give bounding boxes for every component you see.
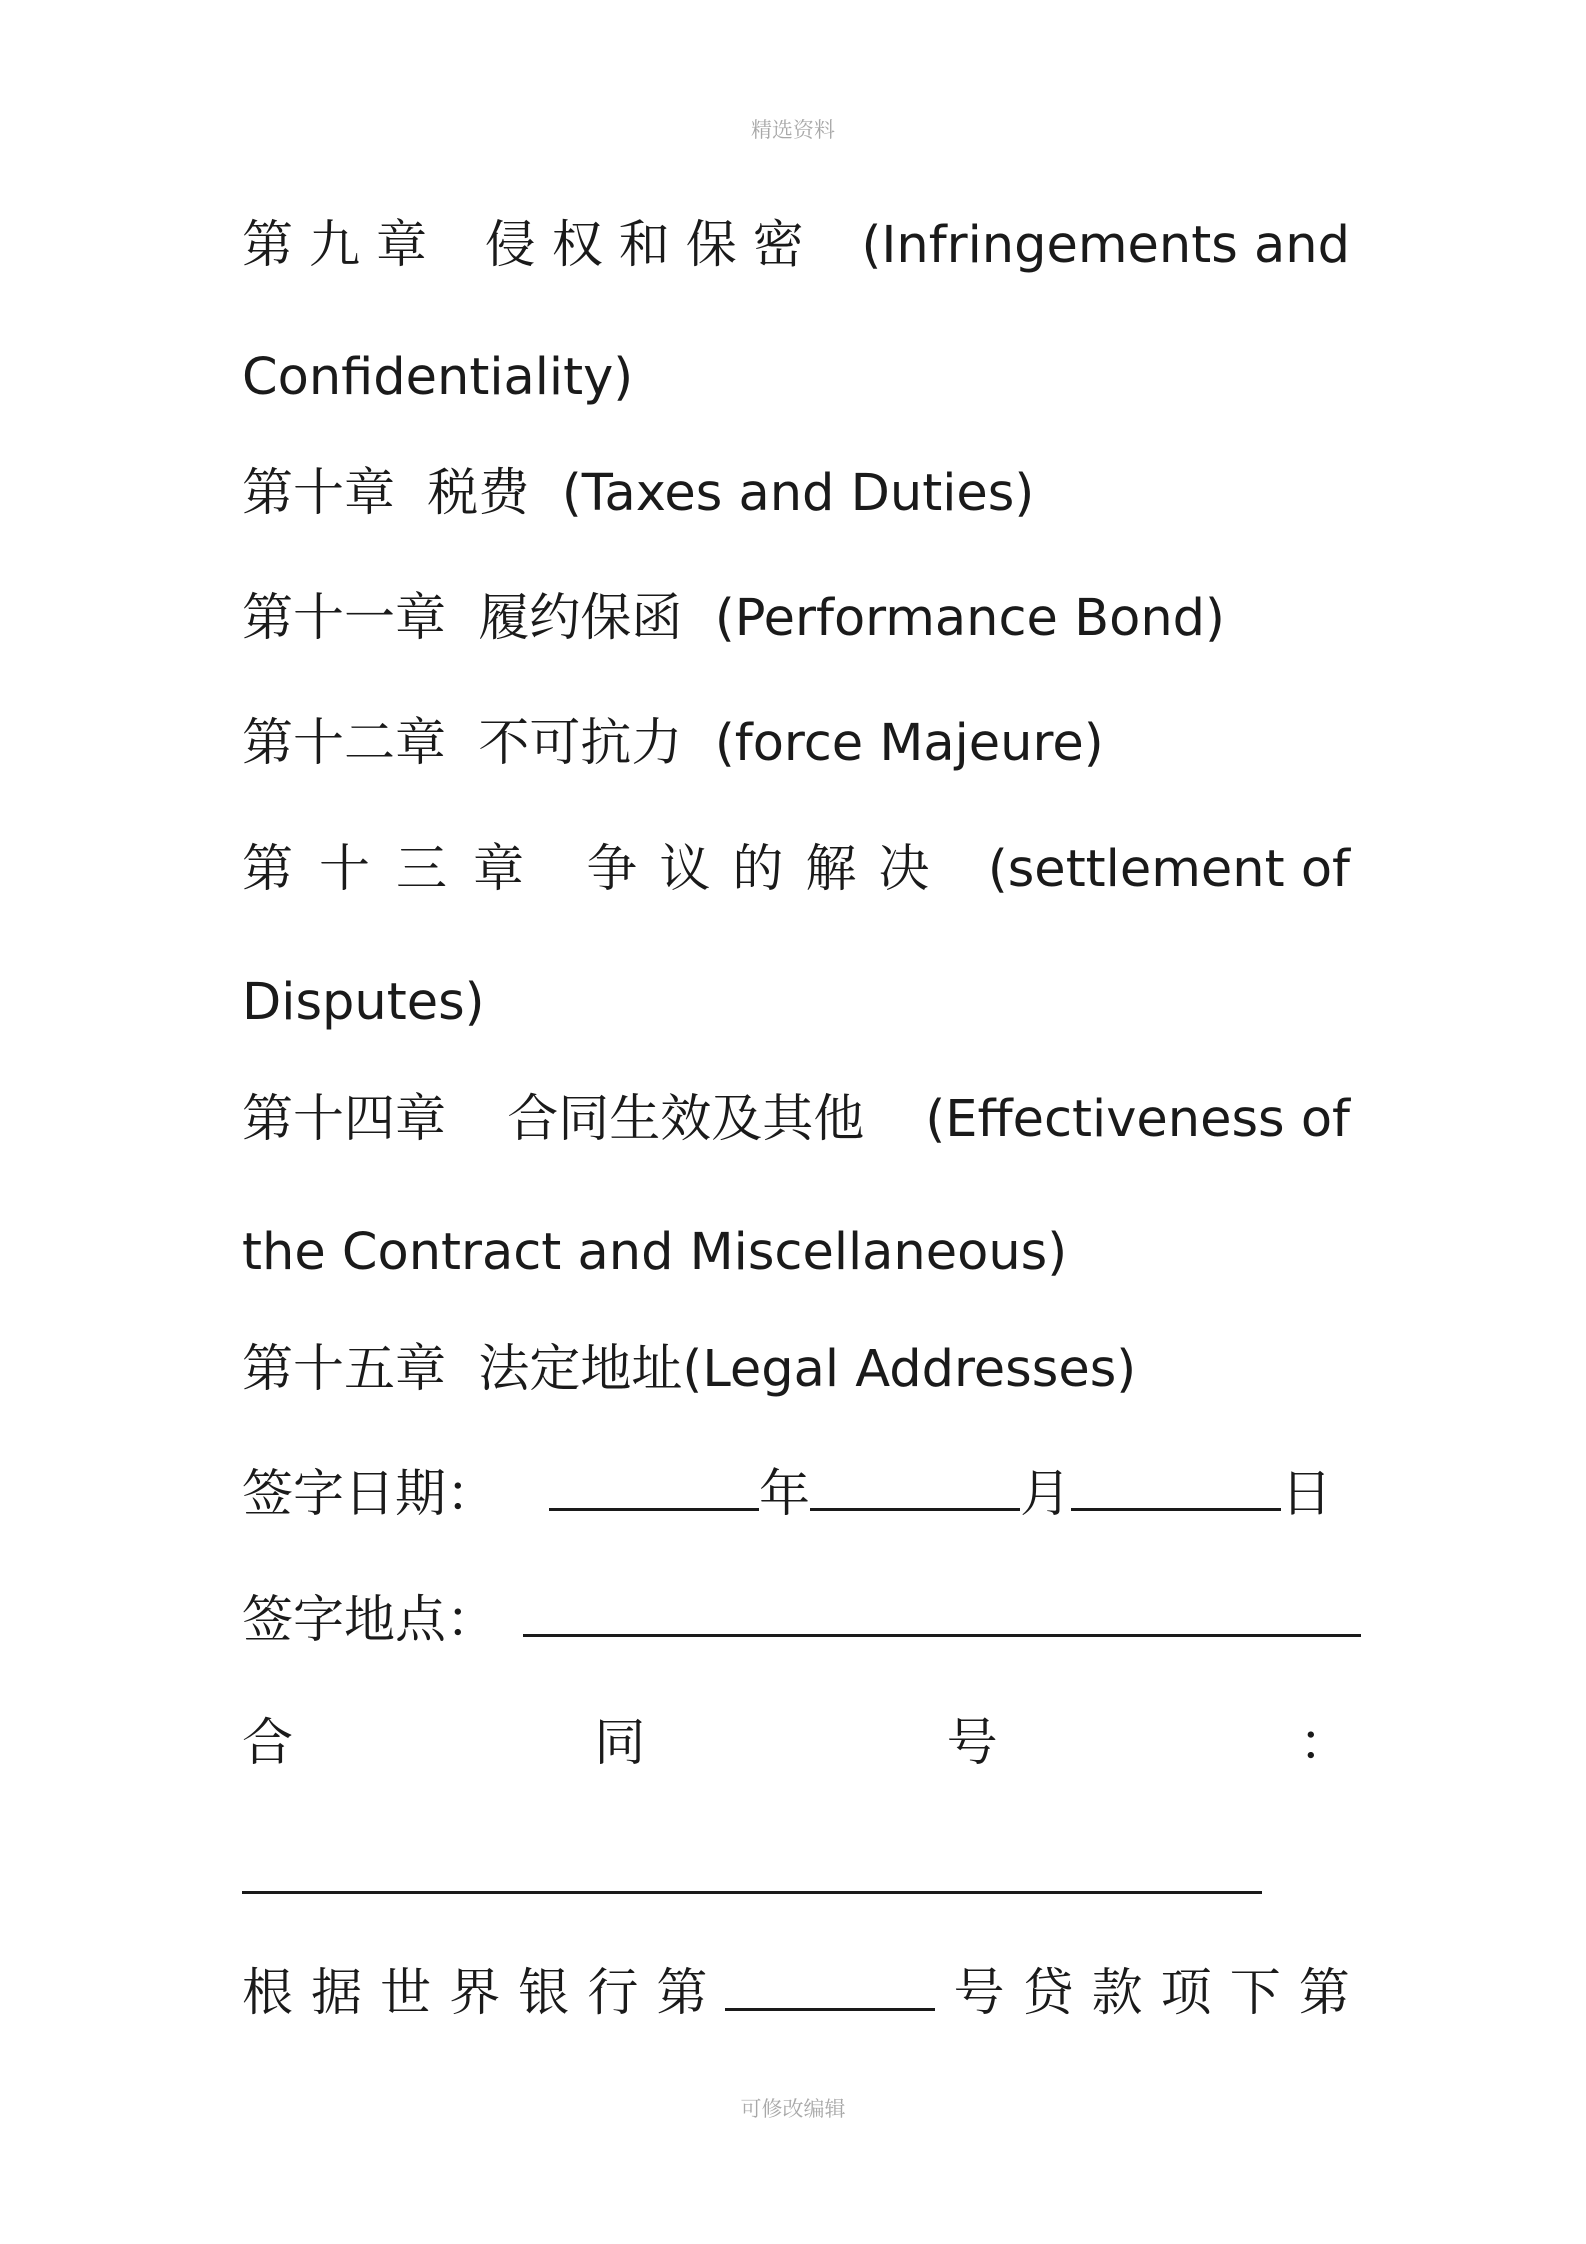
body-char: 项 [1160, 1964, 1212, 2023]
toc-chapter-11: 第十一章 履约保函 (Performance Bond) [242, 589, 1225, 648]
toc-chapter-9-title: 侵权和保密 [484, 216, 820, 275]
toc-chapter-12: 第十二章 不可抗力 (force Majeure) [242, 714, 1104, 773]
toc-chapter-15: 第十五章 法定地址(Legal Addresses) [242, 1340, 1137, 1399]
toc-chapter-9-number: 第九章 [242, 216, 444, 275]
toc-chapter-13-english: (settlement of [987, 840, 1350, 899]
body-char: 根 [242, 1964, 294, 2023]
toc-chapter-13-number: 第十三章 [242, 840, 551, 899]
contract-number-row [242, 1712, 1350, 1776]
contract-char-4: ： [1298, 1714, 1350, 1773]
body-char: 号 [953, 1964, 1005, 2023]
year-label: 年 [759, 1465, 811, 1524]
signing-date-label: 签字日期： [242, 1465, 498, 1524]
toc-chapter-14-english: (Effectiveness of [925, 1090, 1350, 1149]
month-blank[interactable] [810, 1462, 1020, 1511]
contract-char-2: 同 [594, 1714, 646, 1773]
body-char: 下 [1229, 1964, 1281, 2023]
toc-chapter-14 [242, 1088, 1350, 1152]
signing-place-row [242, 1588, 1350, 1653]
place-blank[interactable] [523, 1588, 1361, 1637]
page-footer: 可修改编辑 [740, 2097, 846, 2121]
toc-chapter-9-english: (Infringements and [861, 216, 1350, 275]
body-char: 贷 [1022, 1964, 1074, 2023]
loan-number-blank[interactable] [725, 1962, 935, 2011]
day-blank[interactable] [1071, 1462, 1281, 1511]
contract-char-3: 号 [946, 1714, 998, 1773]
body-char: 款 [1091, 1964, 1143, 2023]
contract-number-blank-row [242, 1845, 1350, 1910]
body-char: 据 [311, 1964, 363, 2023]
page-header: 精选资料 [751, 118, 835, 142]
toc-chapter-13 [242, 838, 1350, 902]
contract-number-blank[interactable] [242, 1845, 1262, 1894]
toc-chapter-10: 第十章 税费 (Taxes and Duties) [242, 464, 1035, 523]
toc-chapter-9-english-cont: Confidentiality) [242, 348, 634, 407]
body-char: 第 [1298, 1964, 1350, 2023]
toc-chapter-14-title: 合同生效及其他 [507, 1090, 865, 1149]
body-char: 银 [518, 1964, 570, 2023]
body-char: 世 [380, 1964, 432, 2023]
body-char: 行 [587, 1964, 639, 2023]
month-label: 月 [1020, 1465, 1072, 1524]
day-label: 日 [1281, 1465, 1333, 1524]
toc-chapter-14-english-cont: the Contract and Miscellaneous) [242, 1223, 1068, 1282]
body-text-line [242, 1962, 1350, 2026]
body-char: 界 [449, 1964, 501, 2023]
contract-char-1: 合 [242, 1714, 294, 1773]
signing-place-label: 签字地点： [242, 1591, 498, 1650]
toc-chapter-13-title: 争议的解决 [586, 840, 952, 899]
signing-date-row [242, 1462, 1350, 1527]
toc-chapter-13-english-cont: Disputes) [242, 973, 485, 1032]
toc-chapter-14-number: 第十四章 [242, 1090, 447, 1149]
body-char: 第 [656, 1964, 708, 2023]
toc-chapter-9 [242, 214, 1350, 278]
year-blank[interactable] [549, 1462, 759, 1511]
